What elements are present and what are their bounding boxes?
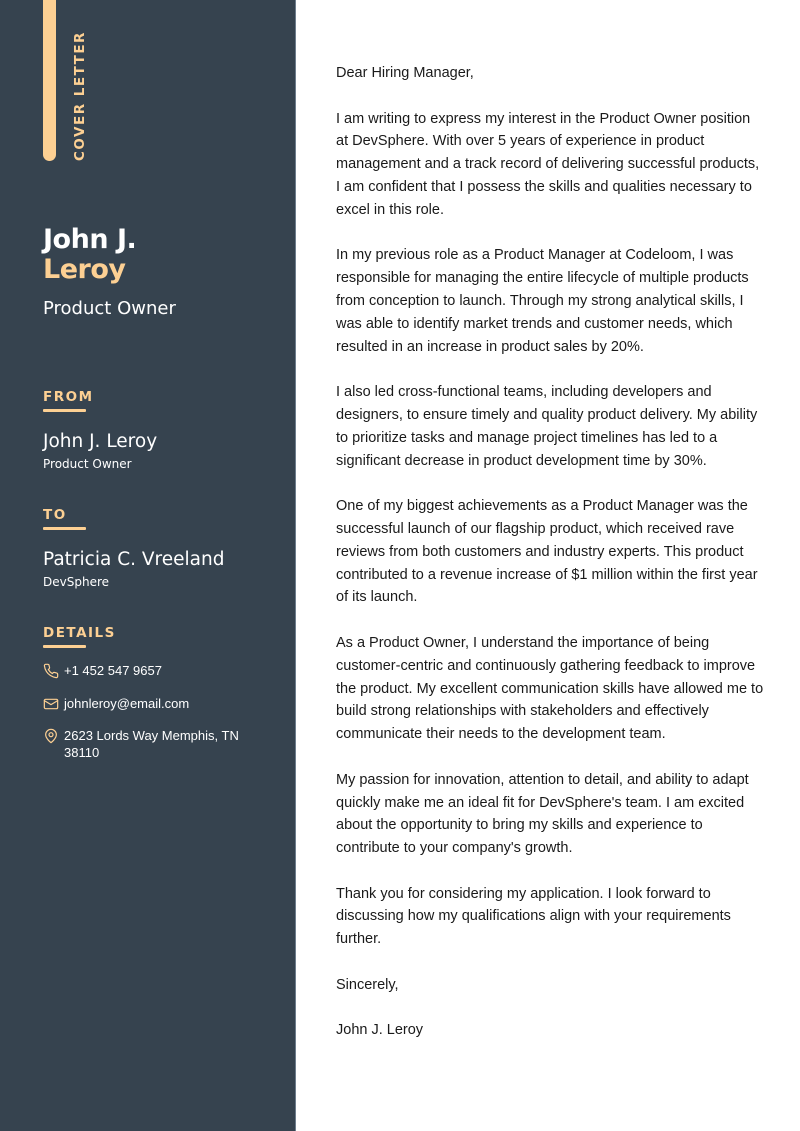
to-heading: TO: [43, 507, 67, 523]
applicant-job-title: Product Owner: [43, 298, 176, 319]
from-heading: FROM: [43, 389, 94, 405]
accent-bar: [43, 0, 56, 161]
mail-icon: [43, 696, 59, 712]
signature: John J. Leroy: [336, 1022, 424, 1039]
details-heading: DETAILS: [43, 625, 116, 641]
paragraph-thanks: Thank you for considering my application. I look forward to discussing how my qualifications align with your requirements further.: [336, 885, 731, 948]
salutation: Dear Hiring Manager,: [336, 65, 474, 81]
paragraph-product-owner: As a Product Owner, I understand the importance of being customer-centric and continuously gathering feedback to improve the product. My excellent communication skills have allowed me to build strong relationships with stakeholders and effectively communicate their needs to the development team.: [336, 634, 764, 743]
sidebar: [0, 0, 296, 1131]
from-subtitle: Product Owner: [43, 457, 132, 471]
detail-address: [43, 727, 244, 761]
paragraph-achievements: One of my biggest achievements as a Product Manager was the successful launch of our flagship product, which received rave reviews from both customers and industry experts. This product contributed to a revenue increase of $1 million within the first year of its launch.: [336, 498, 758, 606]
paragraph-intro: I am writing to express my interest in the Product Owner position at DevSphere. With over 5 years of experience in product management and a track record of delivering successful products, I am confident that I possess the skills and qualities necessary to excel in this role.: [336, 110, 760, 218]
applicant-last-name: Leroy: [43, 254, 126, 285]
paragraph-previous-role: In my previous role as a Product Manager at Codeloom, I was responsible for managing the entire lifecycle of multiple products from conception to launch. Through my strong analytical skills, I was able to identify market trends and customer needs, which resulted in an increase in product sales by 20%.: [336, 247, 749, 355]
applicant-first-name: John J.: [43, 224, 137, 255]
from-name: John J. Leroy: [43, 431, 158, 452]
paragraph-teams: I also led cross-functional teams, including developers and designers, to ensure timely and quality product delivery. My ability to prioritize tasks and manage project timelines has led to a significant decrease in product development time by 30%.: [336, 384, 758, 469]
document-type-label: COVER LETTER: [72, 31, 88, 161]
from-divider: [43, 409, 86, 412]
email-address: johnleroy@email.com: [64, 696, 190, 711]
detail-phone: [43, 662, 244, 679]
location-pin-icon: [43, 728, 59, 744]
closing: Sincerely,: [336, 976, 399, 993]
details-divider: [43, 645, 86, 648]
phone-icon: [43, 663, 59, 679]
to-subtitle: DevSphere: [43, 575, 109, 589]
paragraph-passion: My passion for innovation, attention to detail, and ability to adapt quickly make me an ideal fit for DevSphere's team. I am excited about the opportunity to bring my skills and experience to contribute to your company's growth.: [336, 771, 749, 857]
to-name: Patricia C. Vreeland: [43, 549, 225, 570]
to-divider: [43, 527, 86, 530]
street-address: 2623 Lords Way Memphis, TN 38110: [64, 728, 239, 760]
detail-email: [43, 695, 244, 712]
letter-body: [336, 62, 766, 1065]
phone-number: +1 452 547 9657: [64, 663, 162, 678]
